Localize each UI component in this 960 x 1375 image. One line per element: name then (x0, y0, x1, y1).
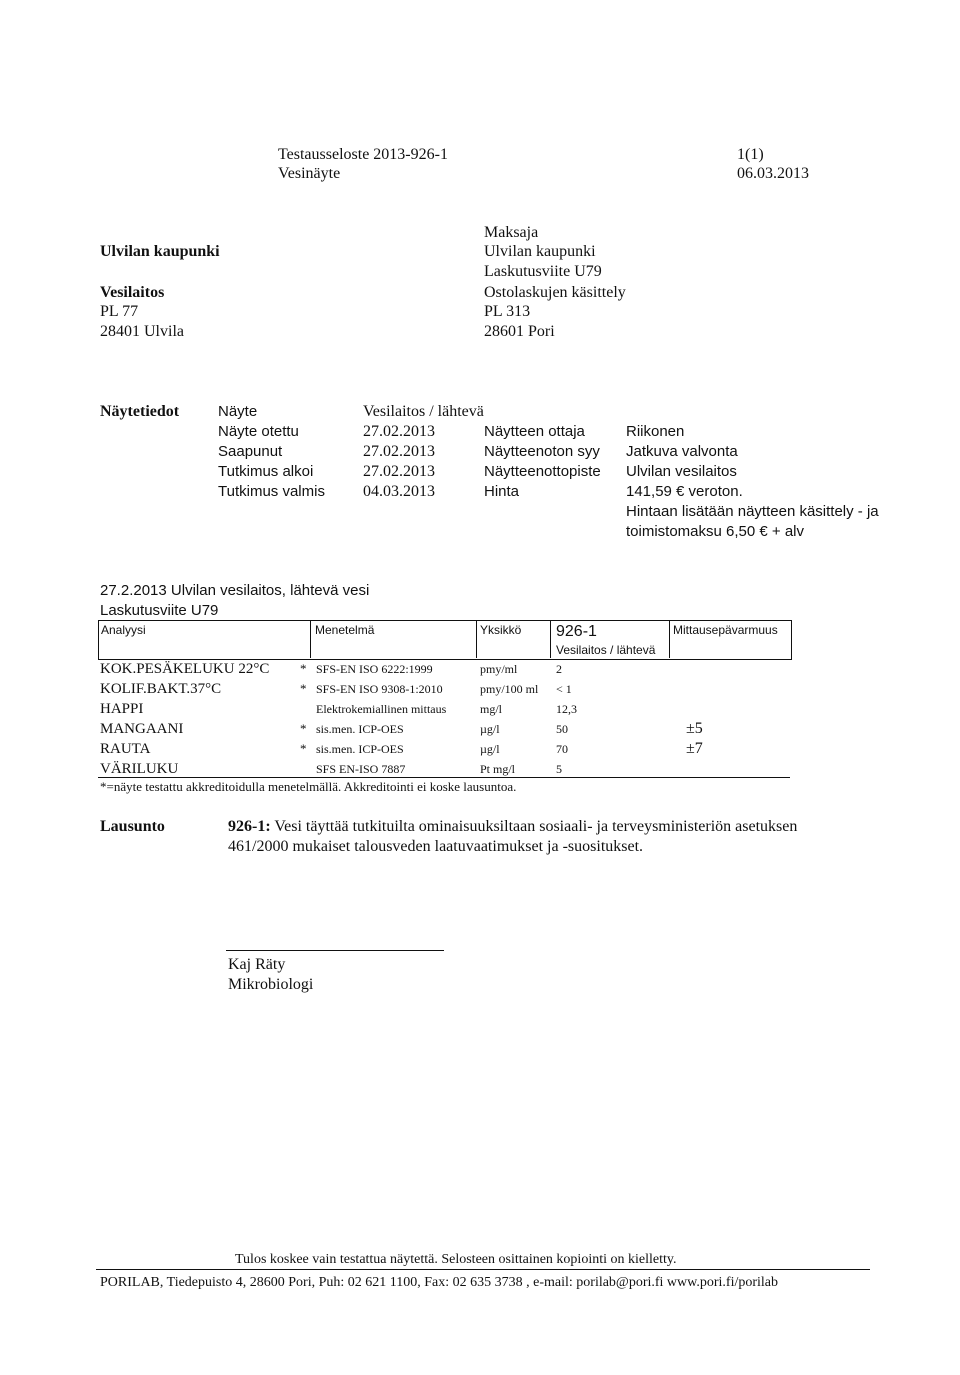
sample-info-value: Ulvilan vesilaitos (626, 463, 737, 480)
statement-line-1 (228, 817, 797, 837)
sample-info-label: Hinta (484, 483, 520, 500)
sample-info-label: Näyte otettu (218, 423, 299, 440)
page-number: 1(1) (737, 146, 764, 163)
results-ref: Laskutusviite U79 (100, 602, 219, 619)
sample-info-label: Tutkimus valmis (218, 483, 325, 500)
header-divider (476, 620, 477, 658)
sample-info-label: Näytteenottopiste (484, 463, 601, 480)
col-header-sample-name: Vesilaitos / lähtevä (556, 643, 656, 657)
sample-info-value: 27.02.2013 (363, 463, 435, 480)
table-row-uncertainty (686, 659, 703, 679)
table-row-analysis: MANGAANI (100, 721, 184, 737)
statement-sample-ref: 926-1: (228, 818, 271, 835)
table-row-value: < 1 (556, 682, 572, 696)
sample-info-value: Riikonen (626, 423, 685, 440)
table-row-uncertainty (686, 699, 703, 719)
sample-info-labels (218, 422, 325, 502)
table-row-unit: µg/l (480, 722, 500, 736)
client-dept: Vesilaitos (100, 284, 165, 301)
uncertainty-column (686, 659, 703, 779)
table-footnote: *=näyte testattu akkreditoidulla menetelmällä. Akkreditointi ei koske lausuntoa. (100, 779, 517, 794)
table-row-analysis: VÄRILUKU (100, 761, 179, 777)
payer-line: PL 313 (484, 303, 531, 320)
price-note: Hintaan lisätään näytteen käsittely - ja (626, 503, 879, 520)
sample-value: Vesilaitos / lähtevä (363, 403, 484, 420)
statement-label: Lausunto (100, 818, 165, 835)
table-row-star (300, 759, 307, 779)
table-row-method: SFS-EN ISO 6222:1999 (316, 662, 433, 676)
results-title: 27.2.2013 Ulvilan vesilaitos, lähtevä vesi (100, 582, 370, 599)
payer-line: Ulvilan kaupunki (484, 243, 596, 260)
signer-name: Kaj Räty (228, 956, 286, 973)
footer-address: PORILAB, Tiedepuisto 4, 28600 Pori, Puh: 02 621 1100, Fax: 02 635 3738 , e-mail: porilab@pori.fi www.pori.fi/porilab (100, 1275, 779, 1290)
sample-info-value: 27.02.2013 (363, 423, 435, 440)
sample-info-value: 27.02.2013 (363, 443, 435, 460)
price-note: toimistomaksu 6,50 € + alv (626, 523, 805, 540)
col-header-method: Menetelmä (315, 623, 375, 637)
header-divider (669, 620, 670, 658)
table-row-unit: pmy/100 ml (480, 682, 539, 696)
table-row-star: * (300, 661, 307, 676)
table-row-unit: Pt mg/l (480, 762, 516, 776)
report-date: 06.03.2013 (737, 165, 809, 182)
table-row-analysis: KOK.PESÄKELUKU 22°C (100, 661, 270, 677)
payer-line: Ostolaskujen käsittely (484, 284, 626, 301)
payer-line: Laskutusviite U79 (484, 263, 602, 280)
table-row-value: 50 (556, 722, 568, 736)
table-row-star (300, 699, 307, 719)
sample-info-value: Jatkuva valvonta (626, 443, 738, 460)
sample-info-values-2 (626, 422, 879, 542)
table-row-unit: pmy/ml (480, 662, 518, 676)
sample-info-label: Tutkimus alkoi (218, 463, 314, 480)
value-column (556, 659, 577, 779)
table-row-method: sis.men. ICP-OES (316, 722, 404, 736)
statement-line-2: 461/2000 mukaiset talousveden laatuvaatimukset ja -suositukset. (228, 838, 644, 855)
signature-line (226, 950, 444, 951)
star-column (300, 659, 307, 779)
table-row-uncertainty: ±7 (686, 740, 703, 757)
table-row-unit: mg/l (480, 702, 503, 716)
table-row-star: * (300, 681, 307, 696)
table-row-star: * (300, 741, 307, 756)
table-row-analysis: HAPPI (100, 701, 144, 717)
report-subtitle: Vesinäyte (278, 165, 341, 182)
sample-info-value: 141,59 € veroton. (626, 483, 743, 500)
sample-info-label: Näytteen ottaja (484, 423, 585, 440)
table-row-uncertainty (686, 759, 703, 779)
table-row-star: * (300, 721, 307, 736)
col-header-sample-id: 926-1 (556, 623, 597, 640)
col-header-unit: Yksikkö (480, 623, 522, 637)
client-name: Ulvilan kaupunki (100, 243, 220, 260)
payer-line: 28601 Pori (484, 323, 555, 340)
sample-info-values (363, 422, 435, 502)
table-row-method: SFS EN-ISO 7887 (316, 762, 406, 776)
table-row-unit: µg/l (480, 742, 500, 756)
table-row-uncertainty: ±5 (686, 720, 703, 737)
table-row-uncertainty (686, 679, 703, 699)
client-po-box: PL 77 (100, 303, 139, 320)
table-row-method: sis.men. ICP-OES (316, 742, 404, 756)
unit-column (480, 659, 538, 779)
analysis-column (100, 659, 269, 779)
sample-info-labels-2 (484, 422, 601, 502)
col-header-uncertainty: Mittausepävarmuus (673, 623, 778, 637)
client-city: 28401 Ulvila (100, 323, 184, 340)
report-title: Testausseloste 2013-926-1 (278, 146, 448, 163)
table-row-value: 5 (556, 762, 562, 776)
table-row-value: 2 (556, 662, 562, 676)
col-header-analysis: Analyysi (101, 623, 146, 637)
footer-notice: Tulos koskee vain testattua näytettä. Selosteen osittainen kopiointi on kielletty. (235, 1252, 677, 1267)
sample-info-heading: Näytetiedot (100, 403, 180, 420)
table-row-analysis: RAUTA (100, 741, 151, 757)
sample-label: Näyte (218, 403, 258, 420)
table-row-value: 12,3 (556, 702, 577, 716)
footer-rule (96, 1269, 870, 1270)
table-row-value: 70 (556, 742, 568, 756)
statement-text: Vesi täyttää tutkituilta ominaisuuksiltaan sosiaali- ja terveysministeriön asetuksen (274, 818, 798, 835)
table-bottom-rule (98, 777, 790, 778)
sample-info-label: Saapunut (218, 443, 283, 460)
table-row-method: SFS-EN ISO 9308-1:2010 (316, 682, 443, 696)
payer-label: Maksaja (484, 224, 539, 241)
signer-title: Mikrobiologi (228, 976, 314, 993)
method-column (316, 659, 446, 779)
table-row-analysis: KOLIF.BAKT.37°C (100, 681, 222, 697)
header-divider (550, 620, 551, 658)
sample-info-value: 04.03.2013 (363, 483, 435, 500)
table-row-method: Elektrokemiallinen mittaus (316, 702, 447, 716)
sample-info-label: Näytteenoton syy (484, 443, 600, 460)
header-divider (310, 620, 311, 658)
